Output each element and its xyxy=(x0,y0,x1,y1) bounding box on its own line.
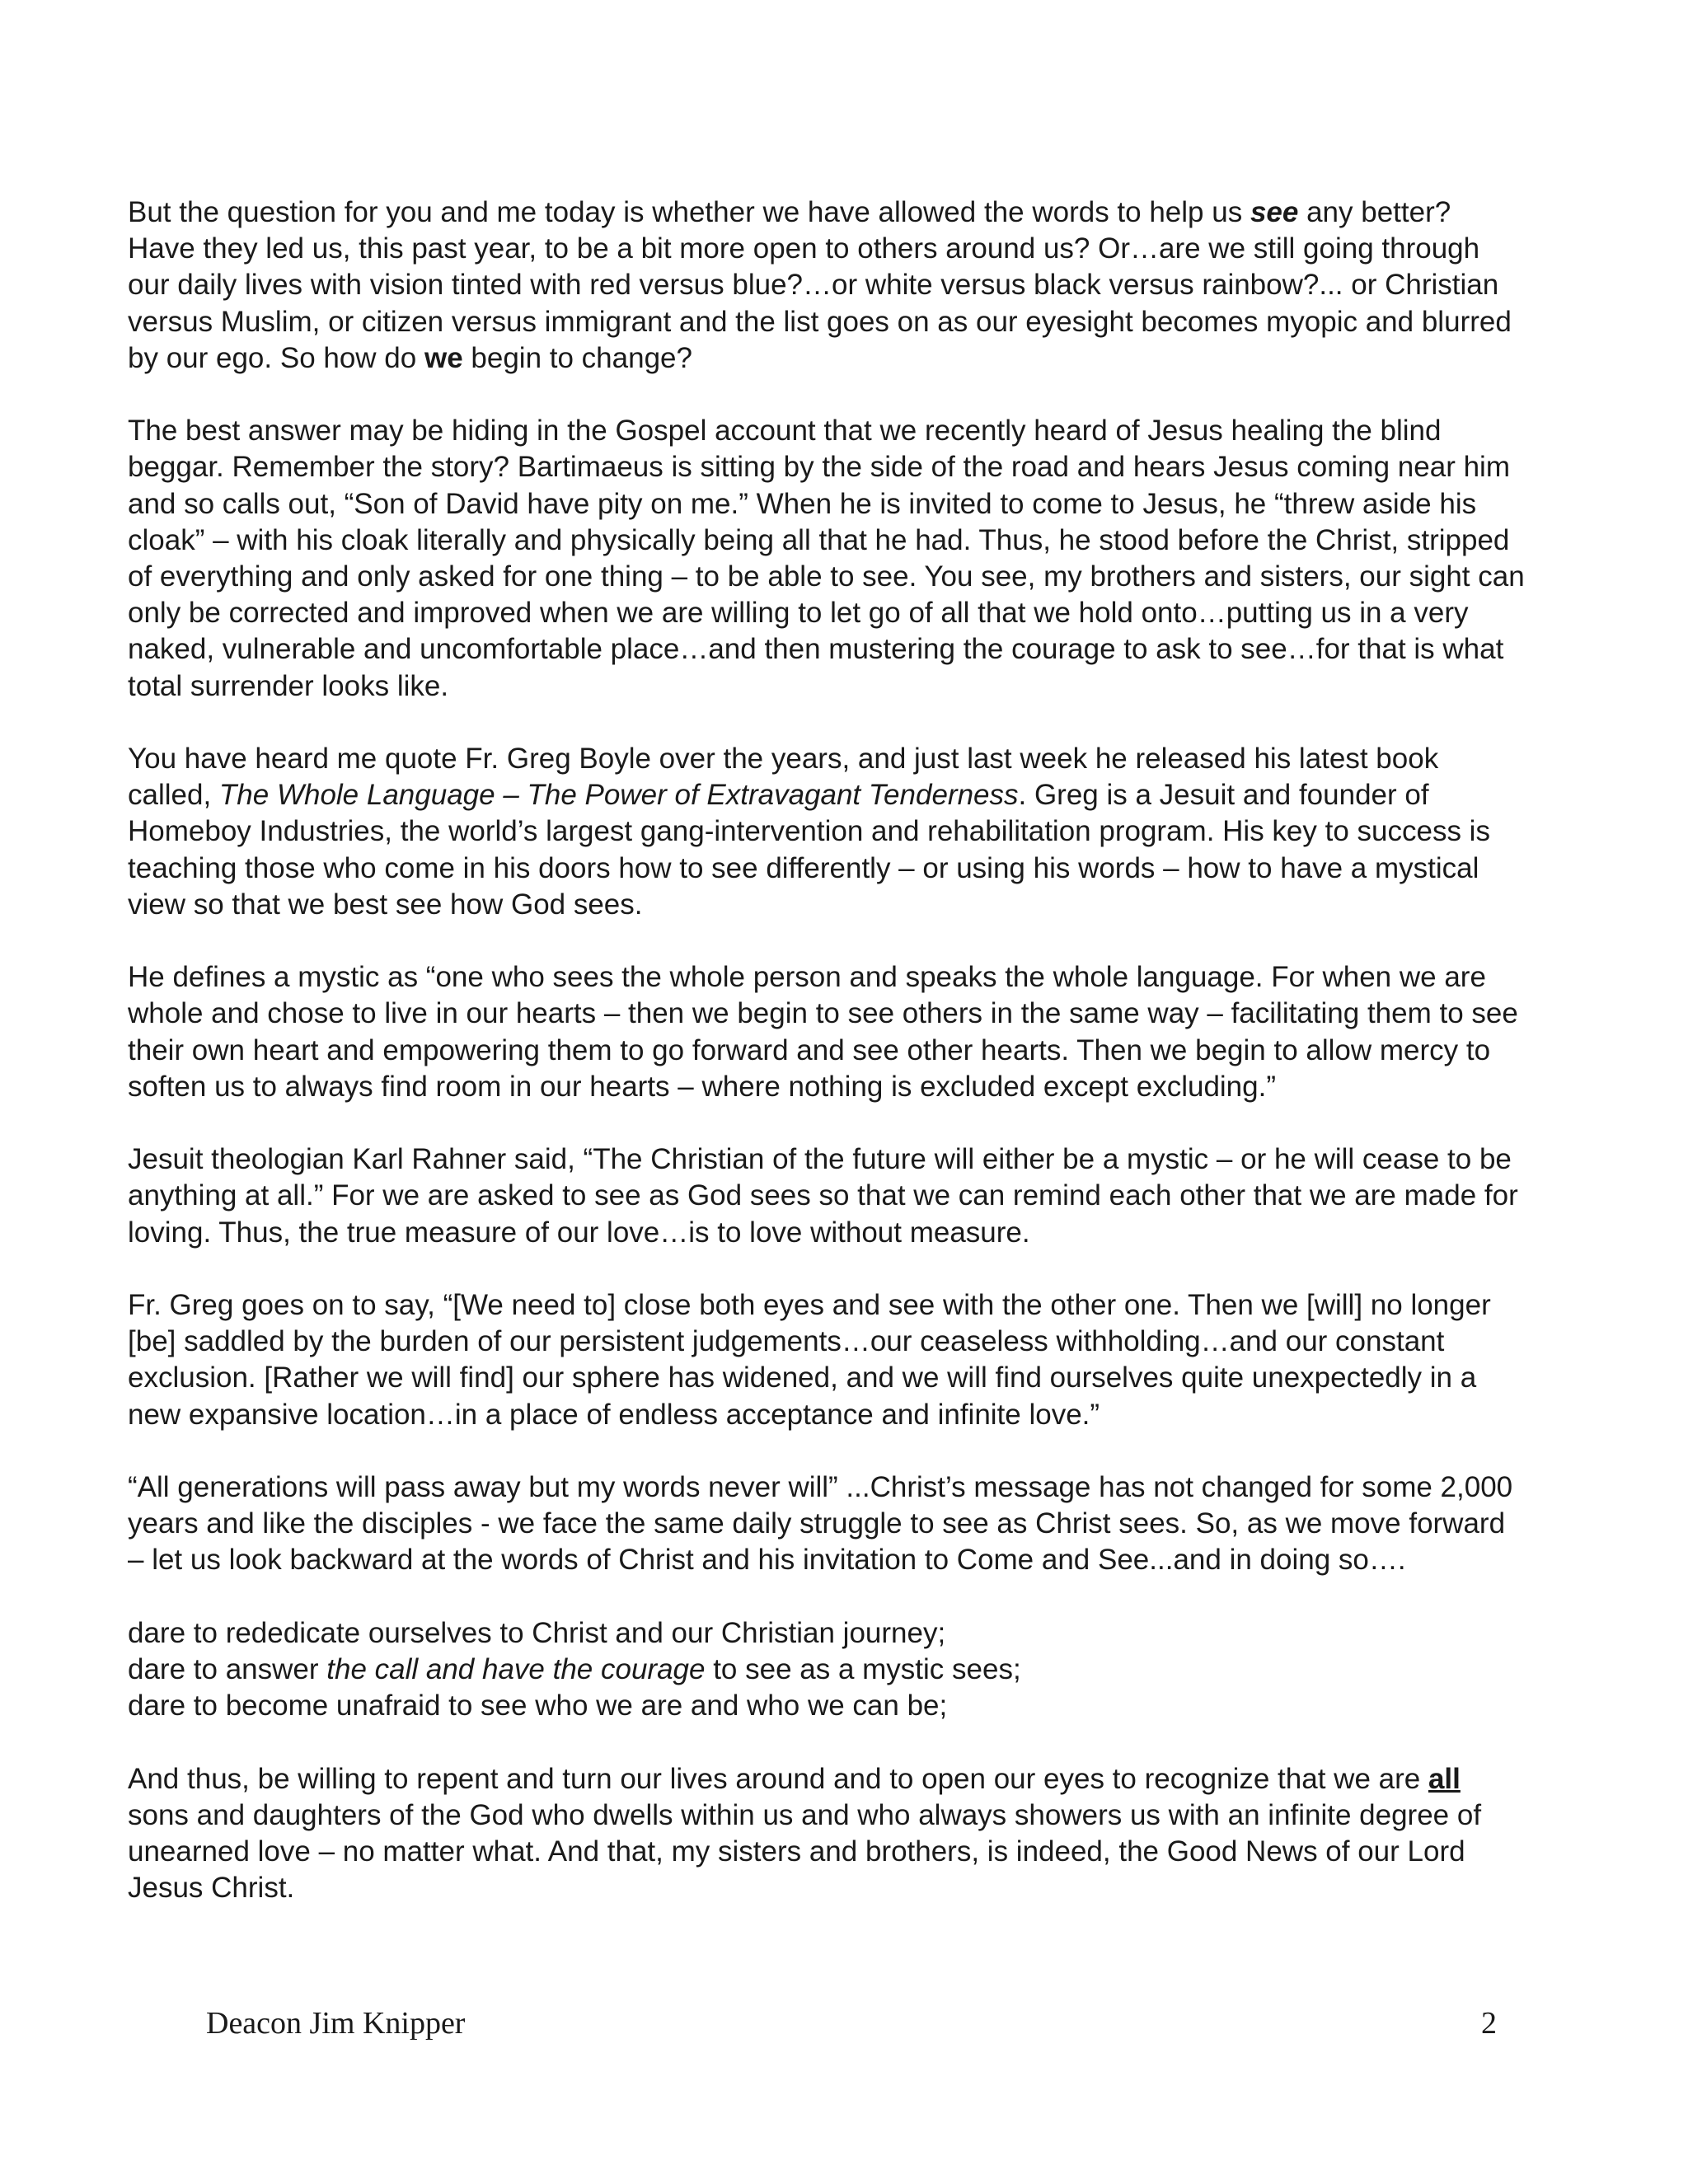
text-line xyxy=(128,486,1545,523)
text-line xyxy=(128,1506,1545,1542)
text-run: “All generations will pass away but my words never will” ...Christ’s message has not changed for some 2,000 xyxy=(128,1471,1513,1504)
text-run: of everything and only asked for one thing – to be able to see. You see, my brothers and sisters, our sight can xyxy=(128,560,1525,593)
emphasized-text: all xyxy=(1428,1762,1461,1795)
text-line xyxy=(128,413,1545,449)
paragraph xyxy=(128,1761,1545,1907)
text-line xyxy=(128,595,1545,631)
page-number: 2 xyxy=(1481,2006,1497,2041)
text-run: to see as a mystic sees; xyxy=(705,1653,1021,1686)
text-run: You have heard me quote Fr. Greg Boyle over the years, and just last week he released his latest book xyxy=(128,743,1439,776)
text-line xyxy=(128,1324,1545,1360)
text-run: only be corrected and improved when we are willing to let go of all that we hold onto…putting us in a very xyxy=(128,597,1469,630)
text-line xyxy=(128,1652,1545,1688)
text-run: begin to change? xyxy=(462,341,692,374)
text-line xyxy=(128,1178,1545,1214)
text-line xyxy=(128,1469,1545,1506)
text-line xyxy=(128,813,1545,850)
emphasized-text: see xyxy=(1250,196,1299,228)
text-run: exclusion. [Rather we will find] our sphere has widened, and we will find ourselves quite unexpectedly in a xyxy=(128,1361,1477,1394)
paragraph xyxy=(128,1469,1545,1579)
text-run: unearned love – no matter what. And that, my sisters and brothers, is indeed, the Good News of our Lord xyxy=(128,1835,1465,1868)
paragraph xyxy=(128,959,1545,1105)
text-line xyxy=(128,1870,1545,1906)
text-line xyxy=(128,1215,1545,1251)
text-line xyxy=(128,1761,1545,1797)
text-line xyxy=(128,231,1545,267)
text-run: their own heart and empowering them to go forward and see other hearts. Then we begin to allow mercy to xyxy=(128,1033,1491,1066)
text-run: dare to answer xyxy=(128,1653,327,1686)
text-run: Homeboy Industries, the world’s largest gang-intervention and rehabilitation program. His key to success is xyxy=(128,815,1490,848)
text-run: our daily lives with vision tinted with red versus blue?…or white versus black versus rainbow?... or Christian xyxy=(128,269,1499,302)
text-line xyxy=(128,523,1545,559)
paragraph xyxy=(128,413,1545,705)
homily-body xyxy=(128,194,1545,1906)
text-run: dare to become unafraid to see who we are and who we can be; xyxy=(128,1690,948,1722)
text-line xyxy=(128,1069,1545,1105)
text-run: The best answer may be hiding in the Gospel account that we recently heard of Jesus healing the blind xyxy=(128,415,1442,448)
text-run: Fr. Greg goes on to say, “[We need to] close both eyes and see with the other one. Then we [will] no longer xyxy=(128,1289,1491,1322)
text-run: Jesuit theologian Karl Rahner said, “The Christian of the future will either be a mystic – or he will cease to be xyxy=(128,1143,1512,1176)
text-line xyxy=(128,996,1545,1032)
text-run: by our ego. So how do xyxy=(128,341,424,374)
text-line xyxy=(128,194,1545,231)
text-run: Jesus Christ. xyxy=(128,1872,295,1905)
text-run: [be] saddled by the burden of our persistent judgements…our ceaseless withholding…and our constant xyxy=(128,1325,1445,1358)
text-line xyxy=(128,1542,1545,1578)
text-line xyxy=(128,668,1545,705)
paragraph xyxy=(128,1287,1545,1433)
text-line xyxy=(128,1688,1545,1724)
text-run: teaching those who come in his doors how to see differently – or using his words – how to have a mystical xyxy=(128,851,1479,884)
text-run: and so calls out, “Son of David have pity on me.” When he is invited to come to Jesus, he “threw aside his xyxy=(128,487,1477,520)
text-run: . Greg is a Jesuit and founder of xyxy=(1018,779,1429,812)
text-line xyxy=(128,267,1545,303)
text-line xyxy=(128,1287,1545,1324)
text-run: whole and chose to live in our hearts – then we begin to see others in the same way – facilitating them to see xyxy=(128,997,1518,1030)
text-line xyxy=(128,631,1545,668)
text-line xyxy=(128,851,1545,887)
text-line xyxy=(128,449,1545,485)
paragraph xyxy=(128,741,1545,923)
text-run: soften us to always find room in our hearts – where nothing is excluded except excluding.” xyxy=(128,1070,1276,1103)
text-run: new expansive location…in a place of endless acceptance and infinite love.” xyxy=(128,1398,1100,1431)
text-run: Have they led us, this past year, to be a bit more open to others around us? Or…are we still going through xyxy=(128,232,1480,265)
emphasized-text: we xyxy=(424,341,463,374)
text-run: naked, vulnerable and uncomfortable place…and then mustering the courage to ask to see…for that is what xyxy=(128,633,1504,666)
text-line xyxy=(128,741,1545,777)
text-line xyxy=(128,777,1545,813)
text-run: loving. Thus, the true measure of our love…is to love without measure. xyxy=(128,1216,1030,1249)
text-run: any better? xyxy=(1298,196,1451,228)
text-run: total surrender looks like. xyxy=(128,669,449,702)
text-run: cloak” – with his cloak literally and physically being all that he had. Thus, he stood before the Christ, stripped xyxy=(128,523,1510,556)
text-line xyxy=(128,1615,1545,1652)
text-line xyxy=(128,1360,1545,1396)
text-line xyxy=(128,1834,1545,1870)
text-line xyxy=(128,887,1545,923)
text-run: versus Muslim, or citizen versus immigrant and the list goes on as our eyesight becomes myopic and blurred xyxy=(128,305,1512,338)
text-line xyxy=(128,1033,1545,1069)
emphasized-text: the call and have the courage xyxy=(326,1653,706,1686)
text-run: sons and daughters of the God who dwells within us and who always showers us with an infinite degree of xyxy=(128,1798,1482,1831)
text-line xyxy=(128,340,1545,377)
paragraph xyxy=(128,1615,1545,1725)
footer-author: Deacon Jim Knipper xyxy=(206,2006,466,2041)
text-run: – let us look backward at the words of Christ and his invitation to Come and See...and in doing so…. xyxy=(128,1544,1406,1577)
text-run: dare to rededicate ourselves to Christ and our Christian journey; xyxy=(128,1616,946,1649)
text-run: But the question for you and me today is whether we have allowed the words to help us xyxy=(128,196,1250,228)
text-run: view so that we best see how God sees. xyxy=(128,888,643,921)
paragraph xyxy=(128,194,1545,377)
text-run: And thus, be willing to repent and turn our lives around and to open our eyes to recognize that we are xyxy=(128,1762,1428,1795)
emphasized-text: The Whole Language – The Power of Extravagant Tenderness xyxy=(218,779,1019,812)
text-line xyxy=(128,304,1545,340)
text-line xyxy=(128,559,1545,595)
text-run: He defines a mystic as “one who sees the whole person and speaks the whole language. For when we are xyxy=(128,961,1486,994)
text-run: years and like the disciples - we face the same daily struggle to see as Christ sees. So, as we move forward xyxy=(128,1507,1506,1540)
text-run: anything at all.” For we are asked to see as God sees so that we can remind each other that we are made for xyxy=(128,1179,1518,1212)
text-line xyxy=(128,959,1545,996)
text-run: called, xyxy=(128,779,219,812)
paragraph xyxy=(128,1141,1545,1251)
text-line xyxy=(128,1397,1545,1433)
text-run: beggar. Remember the story? Bartimaeus is sitting by the side of the road and hears Jesus coming near him xyxy=(128,451,1510,484)
text-line xyxy=(128,1797,1545,1834)
text-line xyxy=(128,1141,1545,1178)
